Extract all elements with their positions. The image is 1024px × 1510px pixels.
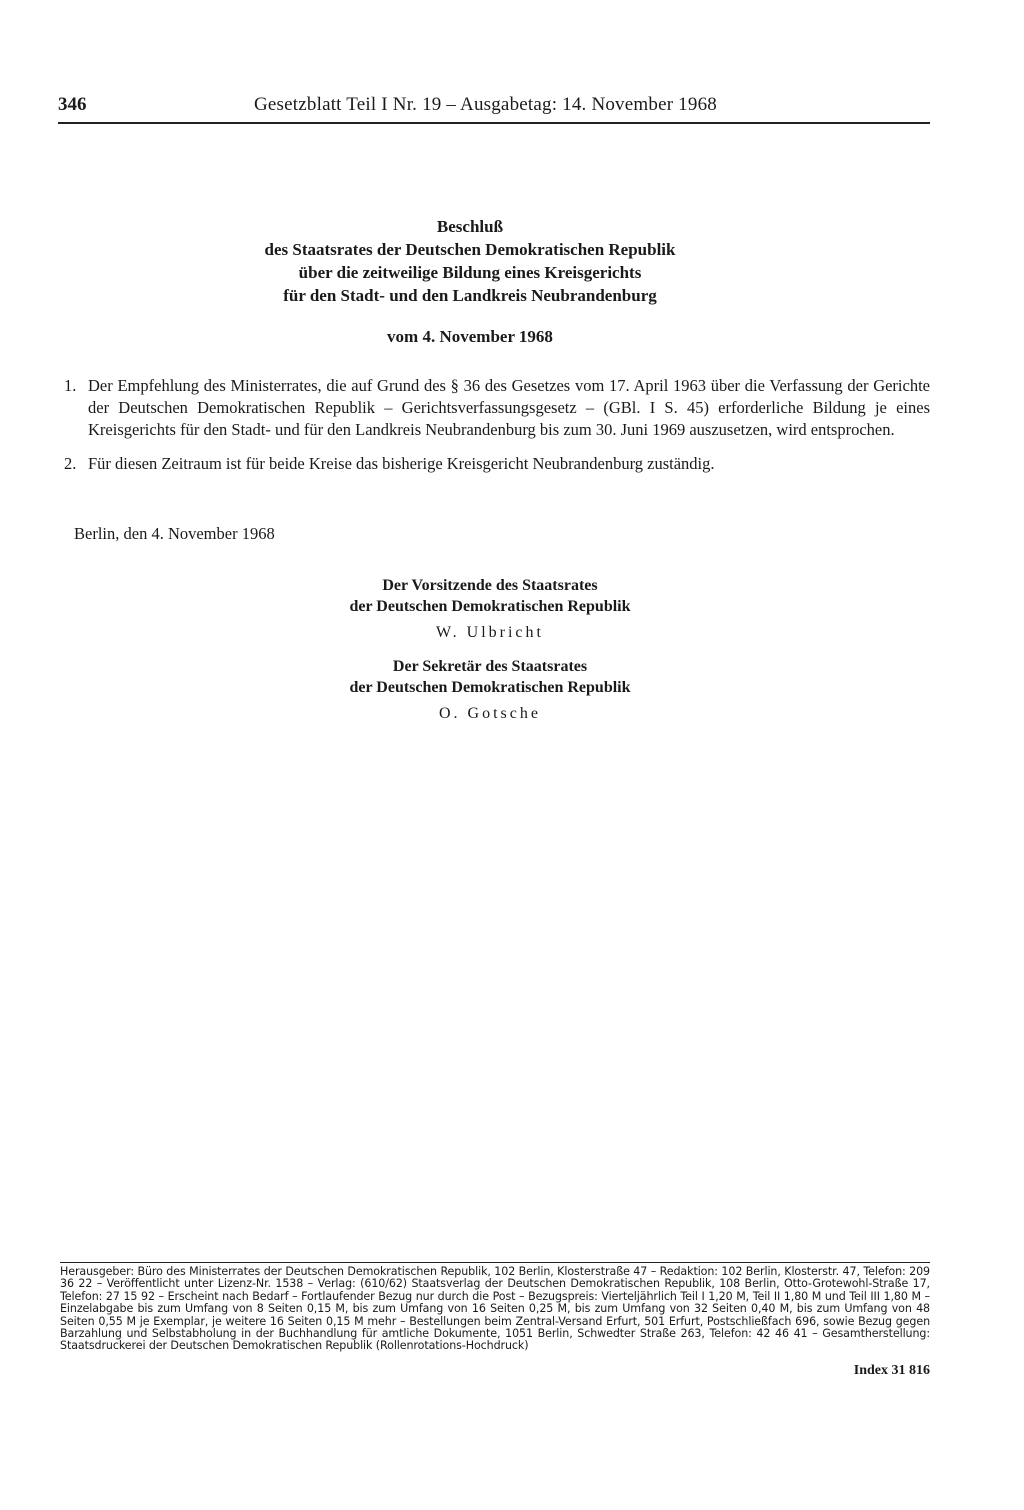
signature-role-line-1: Der Sekretär des Staatsrates bbox=[392, 658, 588, 675]
resolution-title bbox=[120, 215, 820, 348]
item-text: Der Empfehlung des Ministerrates, die auf Grund des § 36 des Gesetzes vom 17. April 1963 über die Verfassung der Gerichte der Deutschen Demokratischen Republik – Gerichtsverfassungsgesetz – (GBl. I S. 45) erforderliche Bildung je eines Kreisgerichts für den Stadt- und für den Landkreis Neubrandenburg bis zum 30. Juni 1969 auszusetzen, wird entsprochen. bbox=[88, 376, 930, 439]
list-item bbox=[64, 453, 930, 475]
list-item bbox=[64, 375, 930, 441]
title-line-4: für den Stadt- und den Landkreis Neubrandenburg bbox=[283, 286, 657, 305]
signature-role-line-2: der Deutschen Demokratischen Republik bbox=[349, 598, 631, 615]
resolution-items bbox=[64, 375, 930, 487]
signature-role-line-2: der Deutschen Demokratischen Republik bbox=[349, 679, 631, 696]
signature-name: O. Gotsche bbox=[439, 705, 541, 722]
running-head: Gesetzblatt Teil I Nr. 19 – Ausgabetag: 14. November 1968 bbox=[254, 94, 717, 115]
title-line-2: des Staatsrates der Deutschen Demokratischen Republik bbox=[264, 240, 676, 259]
page-header bbox=[58, 92, 930, 124]
resolution-date: vom 4. November 1968 bbox=[387, 327, 553, 346]
page-number: 346 bbox=[58, 94, 87, 115]
item-text: Für diesen Zeitraum ist für beide Kreise das bisherige Kreisgericht Neubrandenburg zuständig. bbox=[88, 454, 715, 473]
place-date: Berlin, den 4. November 1968 bbox=[74, 524, 275, 543]
signature-role-line-1: Der Vorsitzende des Staatsrates bbox=[382, 577, 598, 594]
publisher-imprint: Herausgeber: Büro des Ministerrates der Deutschen Demokratischen Republik, 102 Berlin, Klosterstraße 47 – Redaktion: 102 Berlin, Klosterstr. 47, Telefon: 209 36 22 – Veröffentlicht unter Lizenz-Nr. 1538 – Verlag: (610/62) Staatsverlag der Deutschen Demokratischen Republik, 108 Berlin, Otto-Grotewohl-Straße 17, Telefon: 27 15 92 – Erscheint nach Bedarf – Fortlaufender Bezug nur durch die Post – Bezugspreis: Vierteljährlich Teil I 1,20 M, Teil II 1,80 M und Teil III 1,80 M – Einzelabgabe bis zum Umfang von 8 Seiten 0,15 M, bis zum Umfang von 16 Seiten 0,25 M, bis zum Umfang von 32 Seiten 0,40 M, bis zum Umfang von 48 Seiten 0,55 M je Exemplar, je weitere 16 Seiten 0,15 M mehr – Bestellungen beim Zentral-Versand Erfurt, 501 Erfurt, Postschließfach 696, sowie Bezug gegen Barzahlung und Selbstabholung in der Buchhandlung für amtliche Dokumente, 1051 Berlin, Schwedter Straße 263, Telefon: 42 46 41 – Gesamtherstellung: Staatsdruckerei der Deutschen Demokratischen Republik (Rollenrotations-Hochdruck) bbox=[60, 1262, 930, 1353]
signature-chairman bbox=[280, 575, 700, 643]
title-line-1: Beschluß bbox=[436, 217, 504, 236]
signature-secretary bbox=[280, 656, 700, 724]
title-line-3: über die zeitweilige Bildung eines Kreisgerichts bbox=[298, 263, 642, 282]
item-number: 1. bbox=[64, 376, 77, 395]
index-number: Index 31 816 bbox=[853, 1363, 930, 1378]
signature-name: W. Ulbricht bbox=[436, 624, 544, 641]
item-number: 2. bbox=[64, 454, 77, 473]
